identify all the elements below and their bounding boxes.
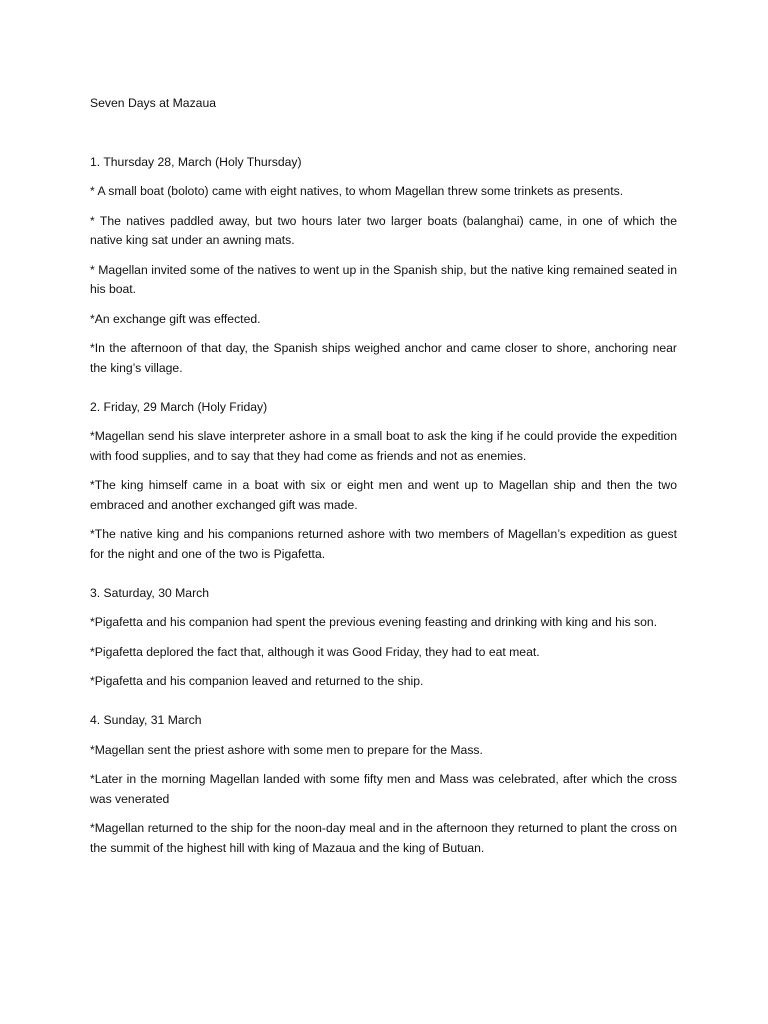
entry-paragraph: *An exchange gift was effected. bbox=[90, 311, 261, 326]
day-section-saturday bbox=[90, 584, 677, 692]
entry-paragraph: *Later in the morning Magellan landed with some fifty men and Mass was celebrated, after which the cross was venerated bbox=[90, 772, 677, 806]
entry-paragraph: * A small boat (boloto) came with eight natives, to whom Magellan threw some trinkets as presents. bbox=[90, 184, 624, 198]
entry-paragraph: *Pigafetta deplored the fact that, although it was Good Friday, they had to eat meat. bbox=[90, 644, 540, 659]
entry-paragraph: *The native king and his companions returned ashore with two members of Magellan’s expedition as guest for the night and one of the two is Pigafetta. bbox=[90, 527, 677, 561]
entry-paragraph: *The king himself came in a boat with six or eight men and went up to Magellan ship and then the two embraced and another exchanged gift was made. bbox=[90, 478, 677, 512]
entry-paragraph: *In the afternoon of that day, the Spanish ships weighed anchor and came closer to shore, anchoring near the king’s village. bbox=[90, 341, 677, 375]
day-section-friday bbox=[90, 398, 677, 565]
day-section-sunday bbox=[90, 711, 677, 858]
entry-paragraph: *Magellan sent the priest ashore with some men to prepare for the Mass. bbox=[90, 742, 483, 757]
day-section-thursday bbox=[90, 153, 677, 379]
entry-paragraph: *Pigafetta and his companion leaved and returned to the ship. bbox=[90, 674, 424, 688]
entry-paragraph: * Magellan invited some of the natives to went up in the Spanish ship, but the native king remained seated in his boat. bbox=[90, 262, 677, 296]
entry-paragraph: *Pigafetta and his companion had spent the previous evening feasting and drinking with king and his son. bbox=[90, 615, 658, 629]
document-page bbox=[90, 94, 677, 878]
entry-paragraph: *Magellan returned to the ship for the noon-day meal and in the afternoon they returned to plant the cross on the summit of the highest hill with king of Mazaua and the king of Butuan. bbox=[90, 821, 677, 855]
day-heading: 3. Saturday, 30 March bbox=[90, 585, 209, 600]
document-title: Seven Days at Mazaua bbox=[90, 96, 217, 110]
entry-paragraph: * The natives paddled away, but two hours later two larger boats (balanghai) came, in one of which the native king sat under an awning mats. bbox=[90, 213, 677, 247]
day-heading: 2. Friday, 29 March (Holy Friday) bbox=[90, 399, 268, 414]
day-heading: 1. Thursday 28, March (Holy Thursday) bbox=[90, 154, 302, 169]
day-heading: 4. Sunday, 31 March bbox=[90, 713, 202, 727]
entry-paragraph: *Magellan send his slave interpreter ashore in a small boat to ask the king if he could provide the expedition with food supplies, and to say that they had come as friends and not as enemies. bbox=[90, 429, 677, 463]
